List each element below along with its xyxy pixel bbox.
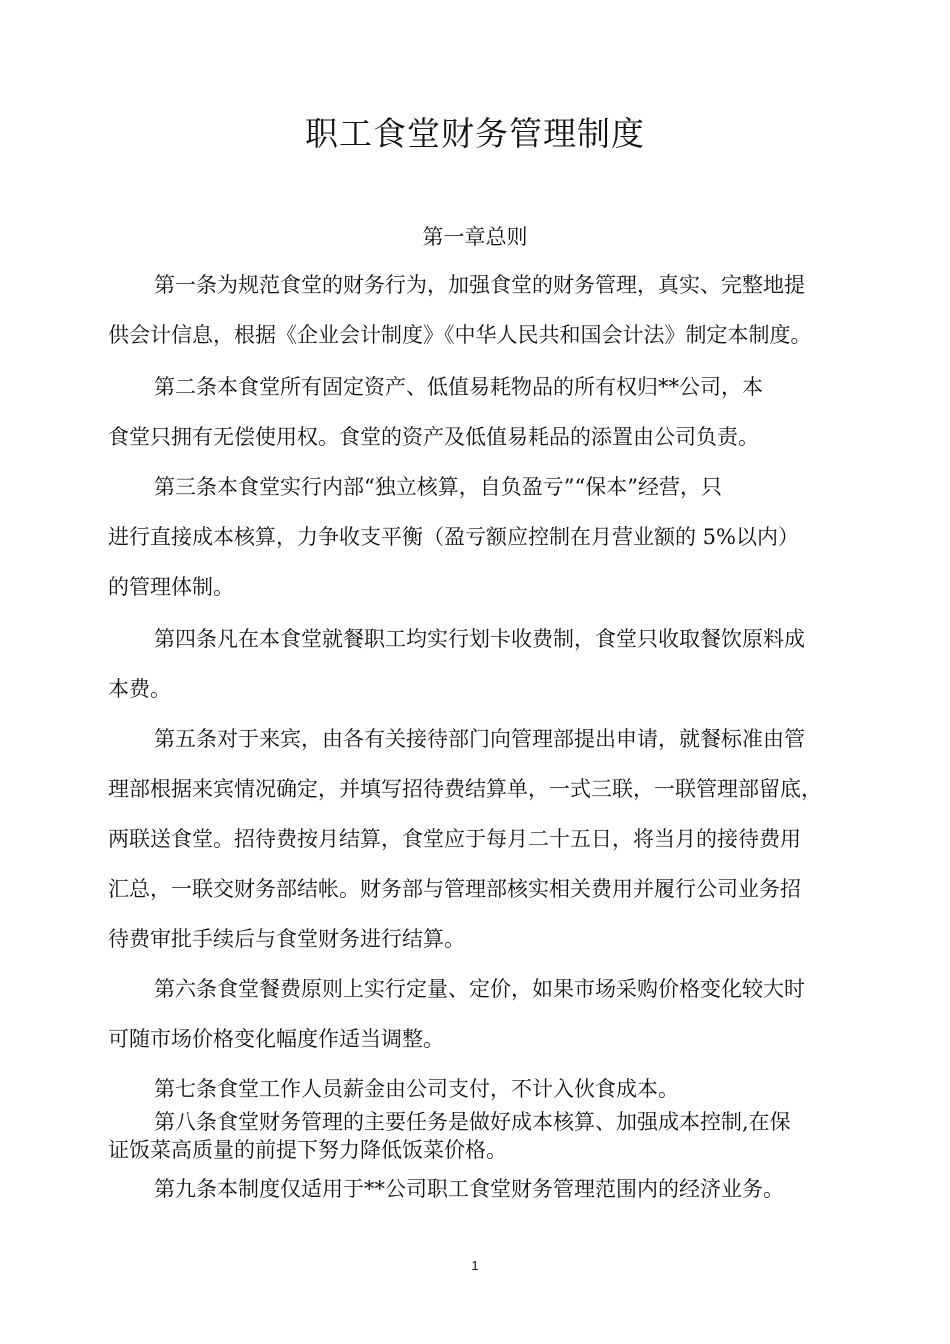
paragraph-line: 证饭菜高质量的前提下努力降低饭菜价格。 bbox=[108, 1138, 507, 1162]
paragraph-line: 第九条本制度仅适用于**公司职工食堂财务管理范围内的经济业务。 bbox=[154, 1177, 784, 1201]
paragraph-line: 第二条本食堂所有固定资产、低值易耗物品的所有权归**公司，本 bbox=[154, 375, 763, 399]
paragraph-line: 本费。 bbox=[108, 677, 171, 701]
paragraph-line: 汇总，一联交财务部结帐。财务部与管理部核实相关费用并履行公司业务招 bbox=[108, 877, 801, 901]
paragraph-line: 进行直接成本核算，力争收支平衡（盈亏额应控制在月营业额的 5%以内） bbox=[108, 525, 799, 549]
document-title: 职工食堂财务管理制度 bbox=[305, 114, 645, 153]
paragraph-line: 第七条食堂工作人员薪金由公司支付，不计入伙食成本。 bbox=[154, 1077, 679, 1101]
paragraph-line: 第三条本食堂实行内部“独立核算，自负盈亏”“保本”经营，只 bbox=[154, 475, 722, 499]
paragraph-line: 第四条凡在本食堂就餐职工均实行划卡收费制，食堂只收取餐饮原料成 bbox=[154, 627, 805, 651]
paragraph-line: 第六条食堂餐费原则上实行定量、定价，如果市场采购价格变化较大时 bbox=[154, 977, 805, 1001]
paragraph-line: 待费审批手续后与食堂财务进行结算。 bbox=[108, 927, 465, 951]
page-number: 1 bbox=[471, 1258, 479, 1273]
paragraph-line: 两联送食堂。招待费按月结算，食堂应于每月二十五日，将当月的接待费用 bbox=[108, 827, 801, 851]
paragraph-line: 供会计信息，根据《企业会计制度》《中华人民共和国会计法》制定本制度。 bbox=[108, 323, 812, 347]
paragraph-line: 食堂只拥有无偿使用权。食堂的资产及低值易耗品的添置由公司负责。 bbox=[108, 425, 759, 449]
paragraph-line: 的管理体制。 bbox=[108, 575, 234, 599]
paragraph-line: 第八条食堂财务管理的主要任务是做好成本核算、加强成本控制,在保 bbox=[154, 1110, 791, 1134]
paragraph-line: 理部根据来宾情况确定，并填写招待费结算单，一式三联，一联管理部留底， bbox=[108, 777, 822, 801]
chapter-heading: 第一章总则 bbox=[422, 225, 528, 249]
paragraph-line: 第五条对于来宾，由各有关接待部门向管理部提出申请，就餐标准由管 bbox=[154, 727, 805, 751]
paragraph-line: 可随市场价格变化幅度作适当调整。 bbox=[108, 1027, 444, 1051]
paragraph-line: 第一条为规范食堂的财务行为，加强食堂的财务管理，真实、完整地提 bbox=[154, 273, 805, 297]
